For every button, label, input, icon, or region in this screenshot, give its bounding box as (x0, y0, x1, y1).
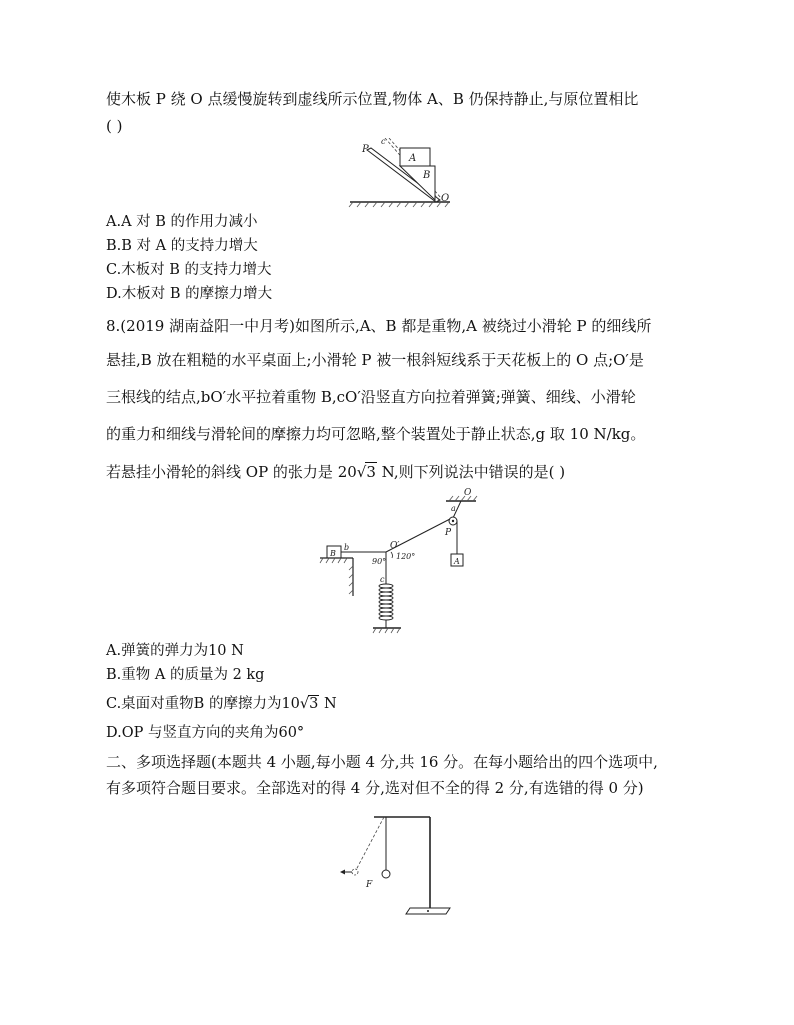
label-90: 90° (372, 557, 387, 566)
q8-line-5-pre: 若悬挂小滑轮的斜线 OP 的张力是 20 (106, 463, 357, 481)
radicand: 3 (366, 463, 376, 481)
q7-figure (345, 138, 455, 208)
label-c-thread: c (380, 575, 385, 584)
q8-option-a: A.弹簧的弹力为10 N (106, 643, 244, 659)
q7-option-b: B.B 对 A 的支持力增大 (106, 238, 258, 254)
dashed-string (356, 817, 384, 870)
label-c: c (381, 138, 386, 146)
answer-blank: ( ) (106, 117, 123, 135)
angle-arc (391, 552, 392, 558)
label-o-prime: O′ (390, 541, 400, 551)
q8-line-1: 8.(2019 湖南益阳一中月考)如图所示,A、B 都是重物,A 被绕过小滑轮 P 的细线所 (106, 317, 652, 335)
label-b-thread: b (344, 543, 350, 552)
ball (382, 870, 390, 878)
sqrt-3: √3 (356, 463, 376, 481)
label-f: F (366, 880, 373, 890)
q8-line-5-post: N,则下列说法中错误的是( ) (376, 463, 566, 481)
section-2-line-2: 有多项符合题目要求。全部选对的得 4 分,选对但不全的得 2 分,有选错的得 0 分) (106, 779, 644, 797)
intro-line-1: 使木板 P 绕 O 点缓慢旋转到虚线所示位置,物体 A、B 仍保持静止,与原位置相比 (106, 90, 639, 108)
sqrt-3: √3 (299, 696, 319, 712)
q8-option-b: B.重物 A 的质量为 2 kg (106, 667, 265, 683)
q8-option-d: D.OP 与竖直方向的夹角为60° (106, 725, 305, 741)
q8-line-4: 的重力和细线与滑轮间的摩擦力均可忽略,整个装置处于静止状态,g 取 10 N/kg。 (106, 425, 646, 443)
label-block-b: B (330, 549, 336, 558)
q8-figure (318, 486, 478, 636)
dashed-ball (352, 869, 358, 875)
q8-line-5 (106, 462, 565, 482)
radicand: 3 (309, 696, 319, 712)
q8-line-2: 悬挂,B 放在粗糙的水平桌面上;小滑轮 P 被一根斜短线系于天花板上的 O 点;O′是 (106, 351, 644, 369)
q8-line-3: 三根线的结点,bO′水平拉着重物 B,cO′沿竖直方向拉着弹簧;弹簧、细线、小滑轮 (106, 388, 636, 406)
section-2-line-1: 二、多项选择题(本题共 4 小题,每小题 4 分,共 16 分。在每小题给出的四个选项中, (106, 753, 658, 771)
q8-option-c-post: N (319, 696, 337, 712)
q7-option-a: A.A 对 B 的作用力减小 (106, 214, 258, 230)
spring (379, 584, 393, 620)
label-a-thread: a (451, 504, 456, 513)
label-block-a: A (454, 557, 460, 566)
q8-option-c (106, 694, 337, 714)
q7-option-c: C.木板对 B 的支持力增大 (106, 262, 272, 278)
label-o: O (464, 488, 472, 498)
q8-option-c-pre: C.桌面对重物B 的摩擦力为10 (106, 696, 300, 712)
q7-option-d: D.木板对 B 的摩擦力增大 (106, 286, 273, 302)
label-o: O (441, 193, 450, 204)
label-a: A (409, 153, 417, 164)
label-p: P (362, 144, 369, 155)
label-p: P (445, 528, 452, 538)
label-120: 120° (396, 552, 416, 561)
label-b: B (423, 170, 431, 181)
table-hatch (320, 558, 353, 594)
pendulum-figure (338, 808, 458, 920)
